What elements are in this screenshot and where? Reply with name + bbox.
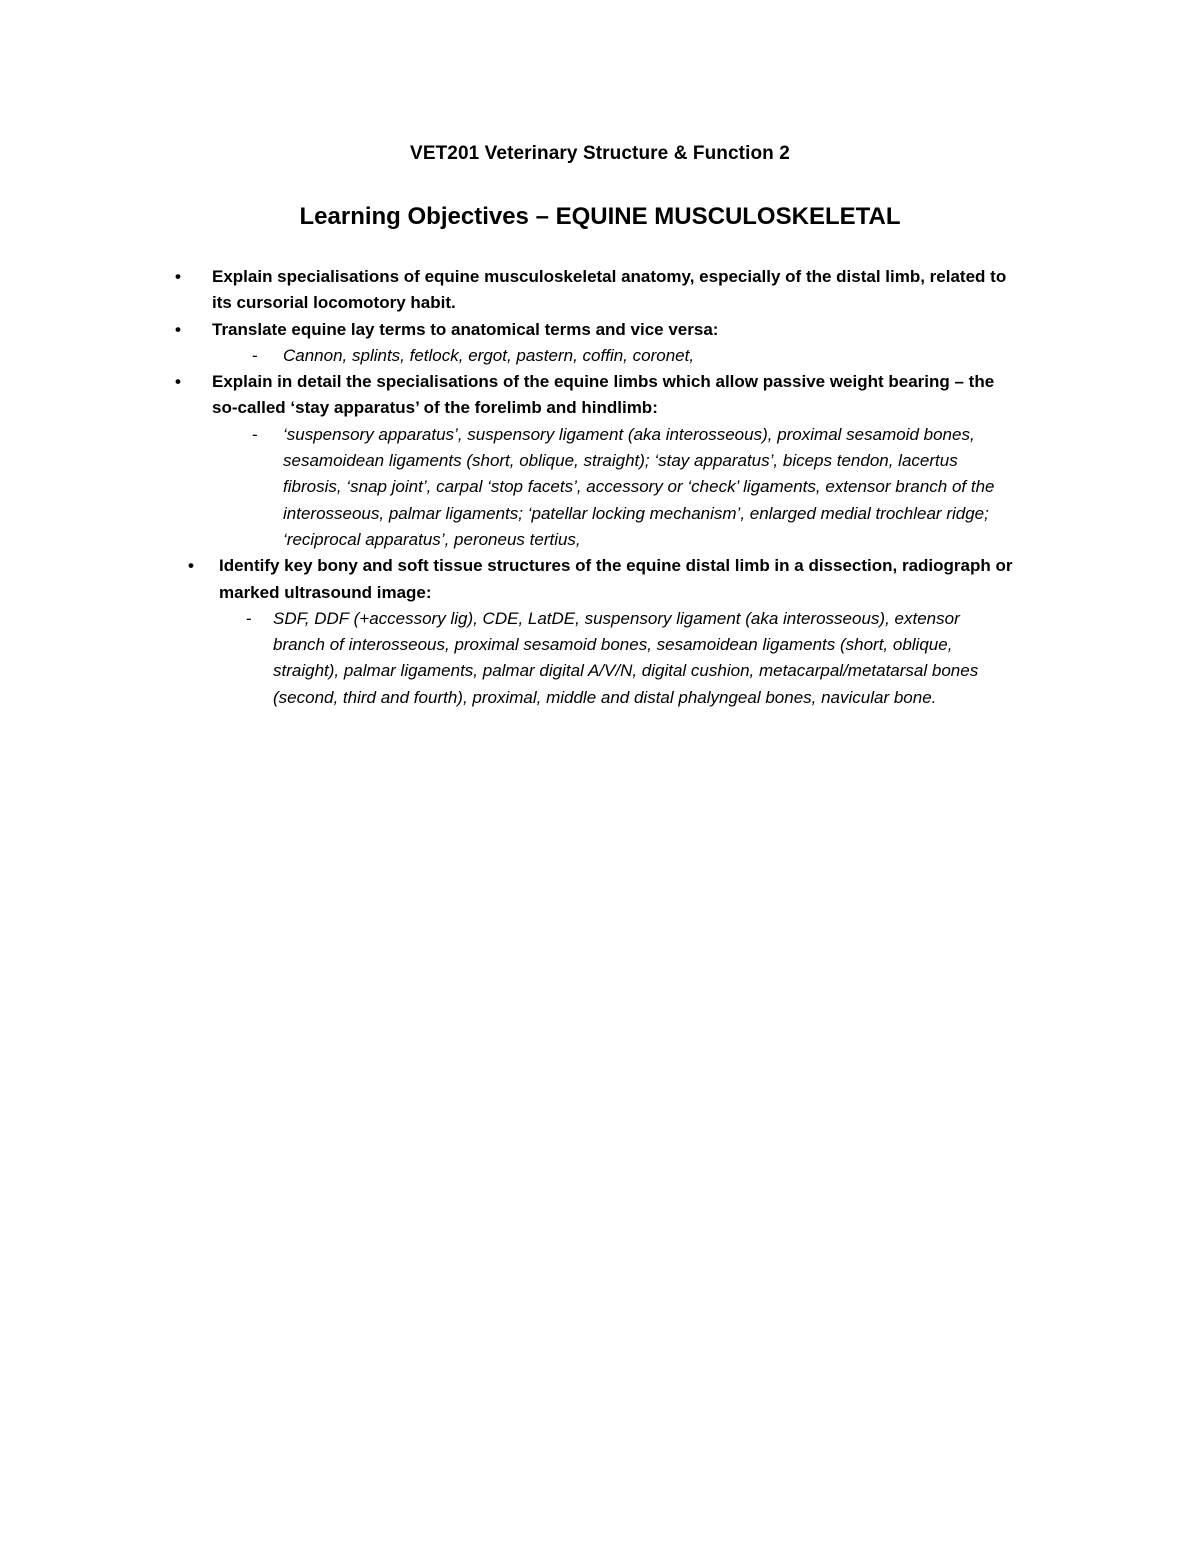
objective-subitem (0, 343, 1018, 369)
objective-text: Identify key bony and soft tissue structures of the equine distal limb in a dissection, radiograph or marked ultrasound image: (219, 556, 1013, 602)
bullet-icon: • (175, 267, 181, 286)
page-title: Learning Objectives – EQUINE MUSCULOSKELETAL (299, 203, 901, 230)
objective-item (0, 317, 1012, 343)
objective-item (0, 369, 1012, 422)
bullet-icon: • (175, 372, 181, 392)
bullet-icon: • (175, 319, 181, 339)
dash-icon: - (252, 424, 258, 444)
subitem-text: Cannon, splints, fetlock, ergot, pastern, coffin, coronet, (283, 345, 695, 365)
objective-subitem (0, 422, 1018, 553)
course-title: VET201 Veterinary Structure & Function 2 (410, 143, 790, 164)
objective-subitem (0, 606, 998, 711)
objective-text: Explain in detail the specialisations of the equine limbs which allow passive weight bearing – the so-called ‘stay apparatus’ of the forelimb and hindlimb: (212, 372, 995, 418)
objective-text: Translate equine lay terms to anatomical terms and vice versa: (212, 319, 719, 339)
objective-item (0, 264, 1012, 317)
dash-icon: - (246, 608, 252, 628)
dash-icon: - (252, 345, 258, 365)
objective-item (0, 553, 1019, 606)
objective-text: Explain specialisations of equine musculoskeletal anatomy, especially of the distal limb, related to its cursorial locomotory habit. (212, 267, 1007, 313)
subitem-text: ‘suspensory apparatus’, suspensory ligament (aka interosseous), proximal sesamoid bones, sesamoidean ligaments (short, oblique, straight); ‘stay apparatus’, biceps tendon, lacertus fibrosis, ‘snap joint’, carpal ‘stop facets’, accessory or ‘check’ ligaments, extensor branch of the interosseous, palmar ligaments; ‘patellar locking mechanism’, enlarged medial trochlear ridge; ‘reciprocal apparatus’, peroneus tertius, (283, 424, 995, 549)
objectives-list (0, 264, 1200, 711)
subitem-text: SDF, DDF (+accessory lig), CDE, LatDE, suspensory ligament (aka interosseous), extensor branch of interosseous, proximal sesamoid bones, sesamoidean ligaments (short, oblique, straight), palmar ligaments, palmar digital A/V/N, digital cushion, metacarpal/metatarsal bones (second, third and fourth), proximal, middle and distal phalyngeal bones, navicular bone. (273, 608, 979, 707)
bullet-icon: • (188, 556, 194, 576)
